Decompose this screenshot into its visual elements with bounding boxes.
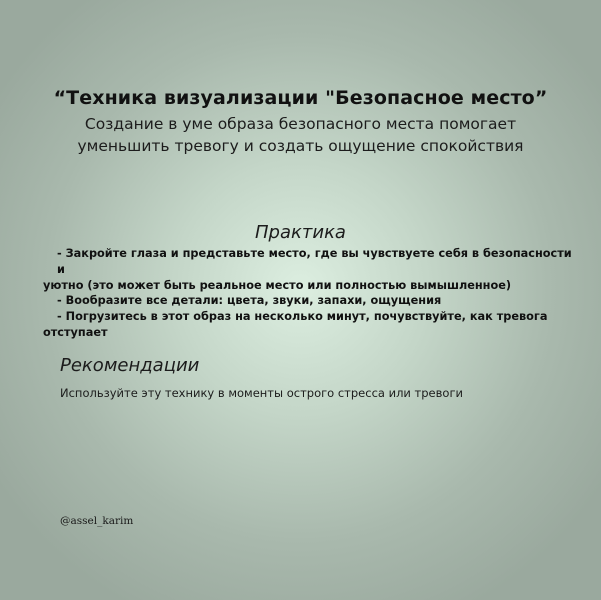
page-subtitle: Создание в уме образа безопасного места помогает уменьшить тревогу и создать ощущение спокойствия <box>77 115 524 155</box>
practice-line: уютно (это может быть реальное место или полностью вымышленное) <box>43 278 512 292</box>
practice-line: - Вообразите все детали: цвета, звуки, запахи, ощущения <box>57 294 442 308</box>
practice-steps <box>43 246 573 341</box>
practice-heading: Практика <box>255 222 346 243</box>
practice-line: - Закройте глаза и представьте место, где вы чувствуете себя в безопасности и <box>57 247 572 276</box>
page-title: “Техника визуализации "Безопасное место” <box>53 87 548 109</box>
practice-line: отступает <box>43 325 108 339</box>
recommendations-text: Используйте эту технику в моменты острого стресса или тревоги <box>60 386 463 400</box>
author-handle: @assel_karim <box>60 515 134 527</box>
recommendations-heading: Рекомендации <box>60 355 200 376</box>
practice-line: - Погрузитесь в этот образ на несколько минут, почувствуйте, как тревога <box>57 310 548 324</box>
